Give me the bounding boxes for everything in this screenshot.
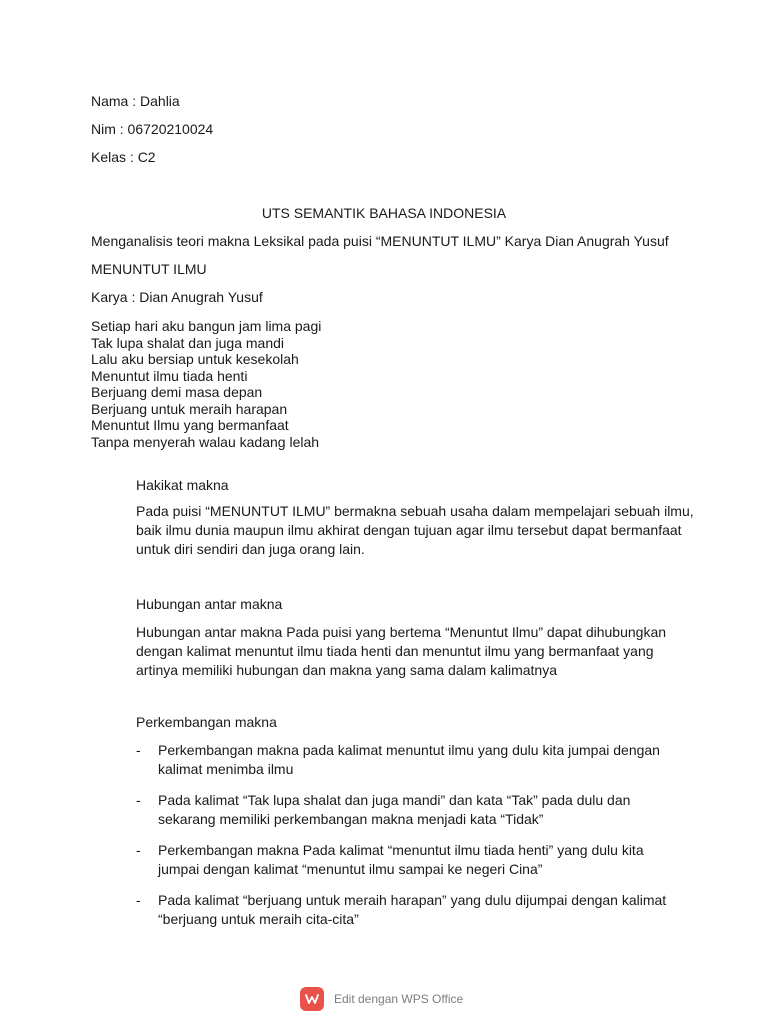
poem-title: MENUNTUT ILMU <box>91 261 207 277</box>
wps-watermark-text: Edit dengan WPS Office <box>334 992 464 1006</box>
student-class: Kelas : C2 <box>91 149 156 165</box>
bullet-dash: - <box>136 842 141 858</box>
document-subtitle: Menganalisis teori makna Leksikal pada puisi “MENUNTUT ILMU” Karya Dian Anugrah Yusuf <box>91 233 669 249</box>
bullet-dash: - <box>136 742 141 758</box>
poem-line: Setiap hari aku bangun jam lima pagi <box>91 318 322 334</box>
list-item-text: Pada kalimat “berjuang untuk meraih harapan” yang dulu dijumpai dengan kalimat “berjuang untuk meraih cita-cita” <box>158 892 667 927</box>
poem-line: Tanpa menyerah walau kadang lelah <box>91 433 320 450</box>
section-body-hubungan: Hubungan antar makna Pada puisi yang bertema “Menuntut Ilmu” dapat dihubungkan dengan kalimat menuntut ilmu tiada henti dan menuntut ilmu yang bermanfaat yang artinya memiliki hubungan dan makna yang sama dalam kalimatnya <box>136 624 667 678</box>
poem-line: Lalu aku bersiap untuk kesekolah <box>91 351 299 367</box>
list-item-text: Perkembangan makna pada kalimat menuntut ilmu yang dulu kita jumpai dengan kalimat menimba ilmu <box>158 742 660 777</box>
wps-watermark <box>300 984 463 1014</box>
document-title: UTS SEMANTIK BAHASA INDONESIA <box>261 205 507 221</box>
wps-w-glyph <box>304 991 320 1007</box>
section-body-hakikat: Pada puisi “MENUNTUT ILMU” bermakna sebuah usaha dalam mempelajari sebuah ilmu, baik ilmu dunia maupun ilmu akhirat dengan tujuan agar ilmu tersebut dapat bermanfaat untuk diri sendiri dan juga orang lain. <box>136 503 694 557</box>
poem-line: Berjuang untuk meraih harapan <box>91 400 288 417</box>
section-heading-perkembangan: Perkembangan makna <box>136 714 277 730</box>
student-name: Nama : Dahlia <box>91 93 180 109</box>
poem-line: Menuntut ilmu tiada henti <box>91 367 248 384</box>
list-item <box>136 741 696 779</box>
list-item-text: Pada kalimat “Tak lupa shalat dan juga mandi” dan kata “Tak” pada dulu dan sekarang memiliki perkembangan makna menjadi kata “Tidak” <box>158 792 631 827</box>
poem-line: Tak lupa shalat dan juga mandi <box>91 334 285 351</box>
section-heading-hakikat: Hakikat makna <box>136 477 229 493</box>
perkembangan-list <box>136 741 696 941</box>
section-heading-hubungan: Hubungan antar makna <box>136 596 283 612</box>
bullet-dash: - <box>136 892 141 908</box>
student-nim: Nim : 06720210024 <box>91 121 214 137</box>
wps-logo-icon <box>300 987 324 1011</box>
poem-body <box>91 318 321 450</box>
list-item <box>136 891 696 929</box>
poem-line: Menuntut Ilmu yang bermanfaat <box>91 417 289 433</box>
poem-line: Berjuang demi masa depan <box>91 384 263 400</box>
poem-author: Karya : Dian Anugrah Yusuf <box>91 289 263 305</box>
list-item <box>136 841 696 879</box>
list-item <box>136 791 696 829</box>
list-item-text: Perkembangan makna Pada kalimat “menuntut ilmu tiada henti” yang dulu kita jumpai dengan kalimat “menuntut ilmu sampai ke negeri Cina” <box>158 842 644 877</box>
bullet-dash: - <box>136 792 141 808</box>
